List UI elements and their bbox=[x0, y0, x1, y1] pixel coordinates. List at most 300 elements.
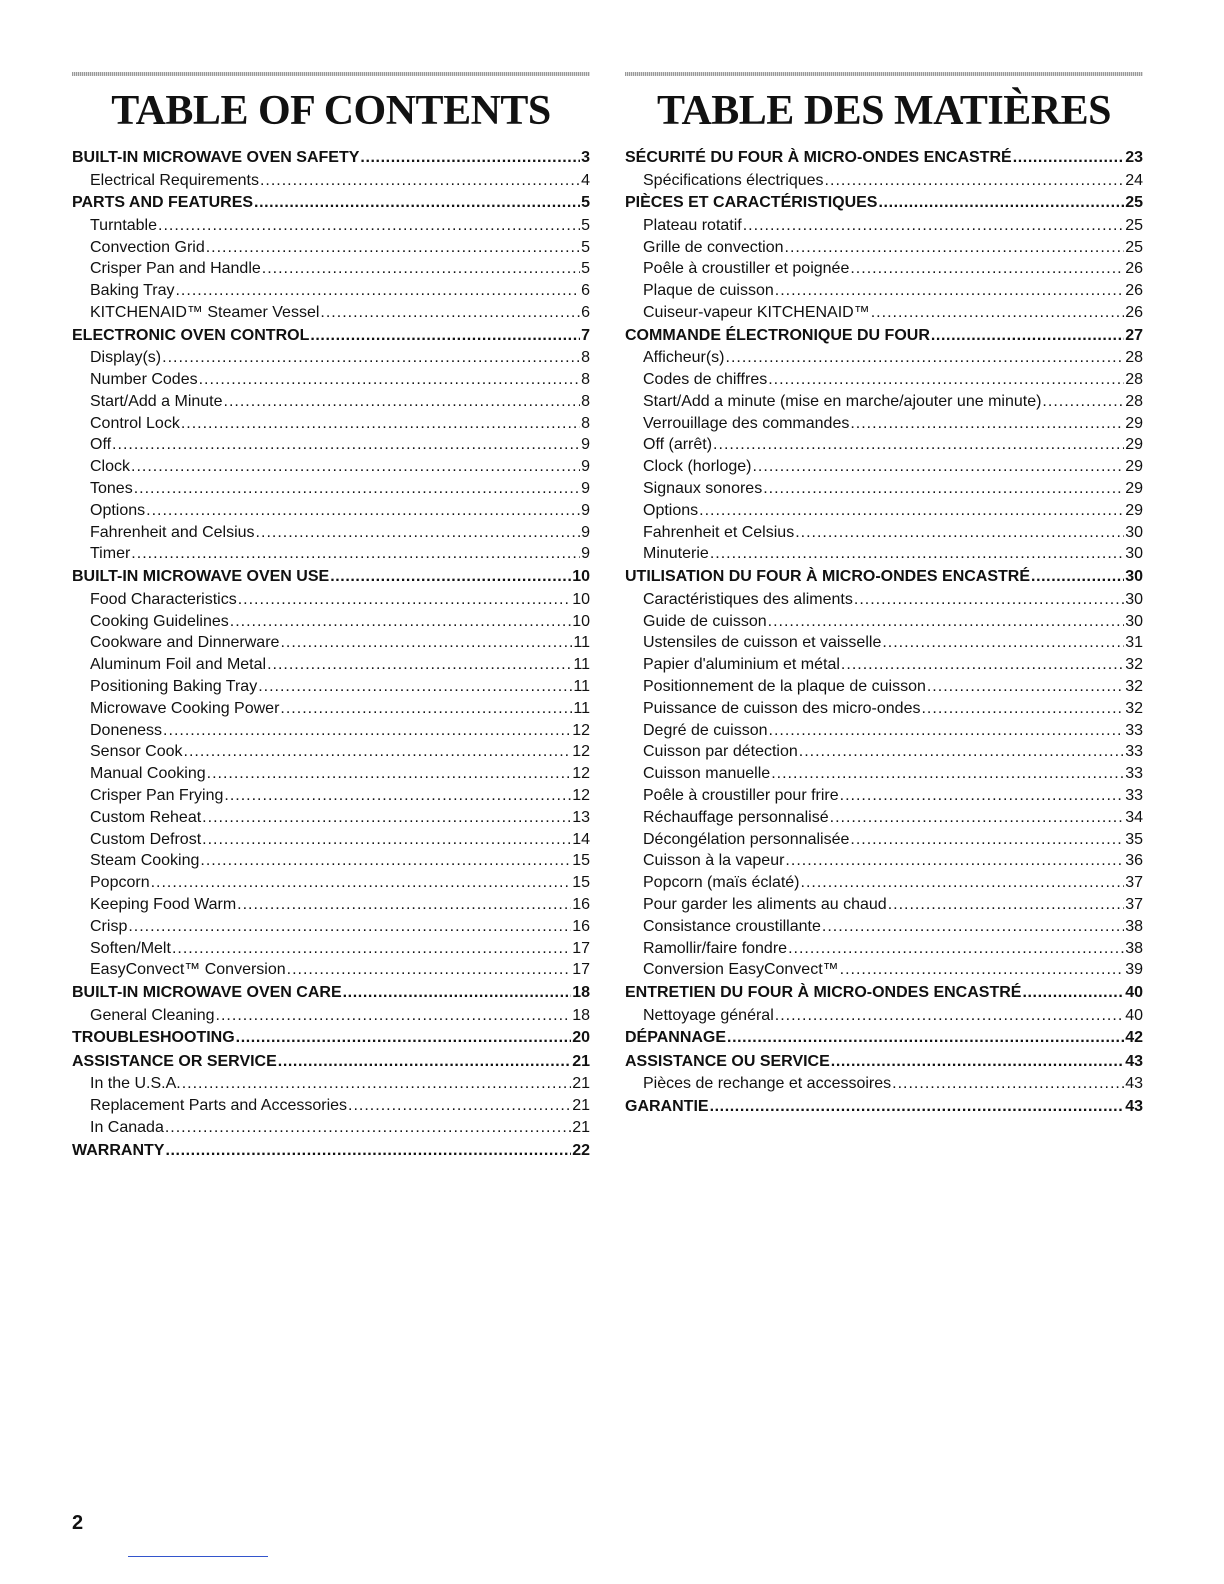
dot-leader bbox=[320, 302, 580, 324]
toc-subsection-entry[interactable] bbox=[625, 785, 1143, 807]
toc-entry-label: Grille de convection bbox=[643, 238, 784, 256]
toc-entry-page: 22 bbox=[572, 1141, 590, 1159]
toc-entry-label: Crisper Pan and Handle bbox=[90, 260, 261, 278]
toc-subsection-entry[interactable] bbox=[625, 258, 1143, 280]
toc-entry-label: Verrouillage des commandes bbox=[643, 414, 850, 432]
toc-entry-page: 32 bbox=[1125, 699, 1143, 717]
toc-entry-label: Degré de cuisson bbox=[643, 721, 768, 739]
dot-leader bbox=[206, 237, 580, 259]
dot-leader bbox=[882, 632, 1124, 654]
toc-subsection-entry[interactable] bbox=[625, 456, 1143, 478]
dot-leader bbox=[840, 785, 1125, 807]
dot-leader bbox=[165, 1139, 571, 1163]
dot-leader bbox=[128, 916, 571, 938]
toc-entry-label: Positioning Baking Tray bbox=[90, 677, 258, 695]
toc-subsection-entry[interactable] bbox=[72, 215, 590, 237]
toc-entry-page: 34 bbox=[1125, 808, 1143, 826]
dot-leader bbox=[771, 763, 1124, 785]
toc-section-entry[interactable] bbox=[625, 324, 1143, 348]
dot-leader bbox=[256, 522, 581, 544]
toc-entry-label: GARANTIE bbox=[625, 1098, 709, 1116]
toc-subsection-entry[interactable] bbox=[72, 938, 590, 960]
toc-entry-page: 21 bbox=[572, 1075, 590, 1093]
toc-entry-label: Steam Cooking bbox=[90, 852, 200, 870]
toc-entry-label: DÉPANNAGE bbox=[625, 1029, 727, 1047]
toc-entry-label: Papier d'aluminium et métal bbox=[643, 656, 840, 674]
toc-subsection-entry[interactable] bbox=[72, 611, 590, 633]
toc-entry-page: 8 bbox=[581, 371, 590, 389]
toc-subsection-entry[interactable] bbox=[72, 872, 590, 894]
toc-subsection-entry[interactable] bbox=[625, 872, 1143, 894]
dot-leader bbox=[743, 215, 1124, 237]
toc-entry-page: 11 bbox=[573, 699, 590, 717]
toc-entry-label: Poêle à croustiller pour frire bbox=[643, 786, 839, 804]
toc-entry-label: Signaux sonores bbox=[643, 480, 763, 498]
toc-subsection-entry[interactable] bbox=[625, 589, 1143, 611]
toc-entry-label: TROUBLESHOOTING bbox=[72, 1029, 235, 1047]
toc-entry-label: EasyConvect™ Conversion bbox=[90, 961, 286, 979]
toc-entry-label: Soften/Melt bbox=[90, 939, 171, 957]
toc-section-entry[interactable] bbox=[625, 981, 1143, 1005]
toc-entry-page: 12 bbox=[572, 743, 590, 761]
toc-entry-page: 32 bbox=[1125, 656, 1143, 674]
toc-subsection-entry[interactable] bbox=[72, 785, 590, 807]
toc-entry-label: Replacement Parts and Accessories bbox=[90, 1097, 348, 1115]
toc-entry-page: 30 bbox=[1125, 590, 1143, 608]
toc-entry-page: 28 bbox=[1125, 392, 1143, 410]
toc-subsection-entry[interactable] bbox=[625, 807, 1143, 829]
toc-entry-page: 27 bbox=[1125, 326, 1143, 344]
toc-entry-label: COMMANDE ÉLECTRONIQUE DU FOUR bbox=[625, 326, 930, 344]
toc-entry-page: 29 bbox=[1125, 480, 1143, 498]
toc-subsection-entry[interactable] bbox=[72, 170, 590, 192]
toc-entry-page: 38 bbox=[1125, 917, 1143, 935]
toc-entry-page: 13 bbox=[572, 808, 590, 826]
toc-entry-label: Positionnement de la plaque de cuisson bbox=[643, 677, 926, 695]
toc-subsection-entry[interactable] bbox=[625, 720, 1143, 742]
toc-subsection-entry[interactable] bbox=[625, 543, 1143, 565]
toc-entry-page: 24 bbox=[1125, 171, 1143, 189]
toc-subsection-entry[interactable] bbox=[72, 1117, 590, 1139]
toc-subsection-entry[interactable] bbox=[625, 959, 1143, 981]
toc-entry-label: Conversion EasyConvect™ bbox=[643, 961, 839, 979]
toc-subsection-entry[interactable] bbox=[625, 676, 1143, 698]
toc-entry-label: Timer bbox=[90, 545, 131, 563]
toc-entry-page: 15 bbox=[572, 874, 590, 892]
toc-subsection-entry[interactable] bbox=[625, 522, 1143, 544]
toc-subsection-entry[interactable] bbox=[625, 215, 1143, 237]
toc-section-entry[interactable] bbox=[72, 565, 590, 589]
toc-section-entry[interactable] bbox=[625, 191, 1143, 215]
toc-subsection-entry[interactable] bbox=[625, 369, 1143, 391]
toc-subsection-entry[interactable] bbox=[72, 807, 590, 829]
toc-entry-label: Doneness bbox=[90, 721, 163, 739]
dot-leader bbox=[181, 413, 580, 435]
toc-entry-label: Afficheur(s) bbox=[643, 349, 725, 367]
toc-entry-page: 21 bbox=[572, 1118, 590, 1136]
toc-entry-page: 11 bbox=[573, 634, 590, 652]
toc-entry-page: 29 bbox=[1125, 458, 1143, 476]
dot-leader bbox=[768, 369, 1124, 391]
toc-entry-page: 40 bbox=[1125, 984, 1143, 1002]
toc-entry-page: 36 bbox=[1125, 852, 1143, 870]
toc-entry-label: Décongélation personnalisée bbox=[643, 830, 850, 848]
toc-entry-label: Manual Cooking bbox=[90, 765, 206, 783]
toc-subsection-entry[interactable] bbox=[625, 611, 1143, 633]
toc-entry-label: Plateau rotatif bbox=[643, 216, 742, 234]
toc-entry-page: 29 bbox=[1125, 414, 1143, 432]
toc-entry-page: 7 bbox=[581, 326, 590, 344]
toc-entry-page: 5 bbox=[581, 260, 590, 278]
toc-entry-page: 10 bbox=[572, 568, 590, 586]
toc-entry-label: Food Characteristics bbox=[90, 590, 237, 608]
dot-leader bbox=[825, 170, 1125, 192]
toc-entry-page: 25 bbox=[1125, 238, 1143, 256]
toc-entry-page: 6 bbox=[581, 282, 590, 300]
toc-entry-page: 9 bbox=[581, 480, 590, 498]
dot-leader bbox=[799, 741, 1124, 763]
toc-entry-label: UTILISATION DU FOUR À MICRO-ONDES ENCASTRÉ bbox=[625, 568, 1031, 586]
toc-entry-page: 33 bbox=[1125, 743, 1143, 761]
dot-leader bbox=[158, 215, 580, 237]
toc-english-column bbox=[72, 72, 590, 1162]
toc-subsection-entry[interactable] bbox=[72, 347, 590, 369]
toc-entry-page: 23 bbox=[1125, 149, 1143, 166]
dot-leader bbox=[146, 500, 580, 522]
dot-leader bbox=[892, 1073, 1124, 1095]
dot-leader bbox=[785, 237, 1125, 259]
toc-entry-label: Start/Add a Minute bbox=[90, 392, 223, 410]
dot-leader bbox=[850, 258, 1124, 280]
dot-leader bbox=[184, 741, 572, 763]
toc-section-entry[interactable] bbox=[72, 146, 590, 170]
toc-entry-page: 5 bbox=[581, 238, 590, 256]
toc-entry-page: 42 bbox=[1125, 1029, 1143, 1047]
toc-section-entry[interactable] bbox=[72, 324, 590, 348]
toc-subsection-entry[interactable] bbox=[72, 500, 590, 522]
dot-leader bbox=[236, 1026, 572, 1050]
toc-entry-page: 6 bbox=[581, 303, 590, 321]
toc-subsection-entry[interactable] bbox=[625, 829, 1143, 851]
toc-subsection-entry[interactable] bbox=[72, 543, 590, 565]
toc-entry-page: 28 bbox=[1125, 349, 1143, 367]
dot-leader bbox=[267, 654, 572, 676]
toc-entry-label: Convection Grid bbox=[90, 238, 205, 256]
toc-subsection-entry[interactable] bbox=[625, 654, 1143, 676]
toc-entry-label: Cuisson à la vapeur bbox=[643, 852, 785, 870]
toc-subsection-entry[interactable] bbox=[72, 258, 590, 280]
toc-subsection-entry[interactable] bbox=[72, 1095, 590, 1117]
toc-entry-page: 9 bbox=[581, 523, 590, 541]
toc-subsection-entry[interactable] bbox=[625, 894, 1143, 916]
toc-entry-page: 37 bbox=[1125, 874, 1143, 892]
toc-entry-page: 5 bbox=[581, 216, 590, 234]
dot-leader bbox=[710, 1095, 1125, 1119]
toc-entry-label: SÉCURITÉ DU FOUR À MICRO-ONDES ENCASTRÉ bbox=[625, 149, 1012, 166]
dot-leader bbox=[163, 720, 571, 742]
toc-subsection-entry[interactable] bbox=[72, 237, 590, 259]
toc-subsection-entry[interactable] bbox=[72, 850, 590, 872]
toc-french-column bbox=[625, 72, 1143, 1119]
toc-entry-page: 16 bbox=[572, 917, 590, 935]
toc-entry-page: 16 bbox=[572, 895, 590, 913]
toc-entry-label: Control Lock bbox=[90, 414, 180, 432]
toc-subsection-entry[interactable] bbox=[72, 589, 590, 611]
dot-leader bbox=[182, 1073, 571, 1095]
toc-entry-label: Nettoyage général bbox=[643, 1006, 774, 1024]
toc-entry-page: 18 bbox=[572, 1006, 590, 1024]
toc-title-french: TABLE DES MATIÈRES bbox=[657, 88, 1111, 134]
toc-section-entry[interactable] bbox=[72, 1139, 590, 1163]
toc-list-english bbox=[72, 146, 590, 1162]
toc-entry-label: Spécifications électriques bbox=[643, 171, 824, 189]
toc-subsection-entry[interactable] bbox=[72, 478, 590, 500]
toc-subsection-entry[interactable] bbox=[72, 302, 590, 324]
toc-entry-label: Electrical Requirements bbox=[90, 171, 259, 189]
toc-entry-label: BUILT-IN MICROWAVE OVEN USE bbox=[72, 568, 330, 586]
dot-leader bbox=[280, 632, 572, 654]
dot-leader bbox=[840, 959, 1125, 981]
toc-entry-label: PIÈCES ET CARACTÉRISTIQUES bbox=[625, 194, 878, 212]
dot-leader bbox=[1022, 981, 1124, 1005]
toc-entry-label: Aluminum Foil and Metal bbox=[90, 656, 267, 674]
toc-subsection-entry[interactable] bbox=[72, 698, 590, 720]
toc-subsection-entry[interactable] bbox=[625, 434, 1143, 456]
toc-subsection-entry[interactable] bbox=[72, 456, 590, 478]
toc-entry-page: 8 bbox=[581, 349, 590, 367]
dot-leader bbox=[775, 280, 1124, 302]
toc-entry-label: Custom Reheat bbox=[90, 808, 202, 826]
toc-subsection-entry[interactable] bbox=[72, 391, 590, 413]
toc-entry-label: Consistance croustillante bbox=[643, 917, 821, 935]
toc-entry-label: BUILT-IN MICROWAVE OVEN CARE bbox=[72, 984, 342, 1002]
toc-entry-label: Start/Add a minute (mise en marche/ajouter une minute) bbox=[643, 392, 1042, 410]
toc-entry-page: 12 bbox=[572, 721, 590, 739]
toc-subsection-entry[interactable] bbox=[625, 763, 1143, 785]
dot-leader bbox=[360, 146, 580, 170]
toc-entry-label: Off bbox=[90, 436, 112, 454]
toc-subsection-entry[interactable] bbox=[625, 347, 1143, 369]
toc-entry-label: ELECTRONIC OVEN CONTROL bbox=[72, 326, 310, 344]
dot-leader bbox=[699, 500, 1124, 522]
toc-entry-page: 20 bbox=[572, 1029, 590, 1047]
dot-leader bbox=[287, 959, 572, 981]
toc-subsection-entry[interactable] bbox=[72, 654, 590, 676]
dot-leader bbox=[230, 611, 571, 633]
dot-leader bbox=[238, 589, 571, 611]
footer-line bbox=[128, 1556, 268, 1557]
dot-leader bbox=[260, 170, 580, 192]
dot-leader bbox=[237, 894, 571, 916]
dot-leader bbox=[343, 981, 572, 1005]
dot-leader bbox=[775, 1005, 1124, 1027]
toc-entry-label: Tones bbox=[90, 480, 133, 498]
toc-entry-label: Fahrenheit et Celsius bbox=[643, 523, 795, 541]
toc-subsection-entry[interactable] bbox=[72, 741, 590, 763]
toc-entry-label: Guide de cuisson bbox=[643, 612, 767, 630]
toc-subsection-entry[interactable] bbox=[625, 237, 1143, 259]
toc-entry-page: 25 bbox=[1125, 194, 1143, 212]
toc-subsection-entry[interactable] bbox=[72, 959, 590, 981]
toc-subsection-entry[interactable] bbox=[72, 676, 590, 698]
toc-entry-label: Pièces de rechange et accessoires bbox=[643, 1075, 892, 1093]
toc-subsection-entry[interactable] bbox=[625, 938, 1143, 960]
toc-entry-page: 18 bbox=[572, 984, 590, 1002]
toc-subsection-entry[interactable] bbox=[72, 916, 590, 938]
dot-leader bbox=[165, 1117, 571, 1139]
toc-entry-label: In Canada bbox=[90, 1118, 164, 1136]
toc-entry-page: 17 bbox=[572, 939, 590, 957]
toc-subsection-entry[interactable] bbox=[72, 1073, 590, 1095]
toc-subsection-entry[interactable] bbox=[72, 829, 590, 851]
dot-leader bbox=[224, 391, 581, 413]
dot-leader bbox=[199, 369, 580, 391]
dot-leader bbox=[931, 324, 1124, 348]
toc-section-entry[interactable] bbox=[625, 146, 1143, 170]
toc-entry-page: 3 bbox=[581, 149, 590, 166]
toc-subsection-entry[interactable] bbox=[72, 894, 590, 916]
toc-entry-page: 9 bbox=[581, 458, 590, 476]
toc-subsection-entry[interactable] bbox=[625, 280, 1143, 302]
toc-entry-label: BUILT-IN MICROWAVE OVEN SAFETY bbox=[72, 149, 360, 166]
toc-entry-page: 30 bbox=[1125, 523, 1143, 541]
dot-leader bbox=[888, 894, 1125, 916]
toc-section-entry[interactable] bbox=[72, 981, 590, 1005]
dot-leader bbox=[927, 676, 1124, 698]
toc-entry-page: 9 bbox=[581, 501, 590, 519]
toc-subsection-entry[interactable] bbox=[72, 720, 590, 742]
dot-leader bbox=[831, 1050, 1124, 1074]
dot-leader bbox=[134, 478, 580, 500]
dot-leader bbox=[175, 280, 580, 302]
toc-subsection-entry[interactable] bbox=[625, 170, 1143, 192]
toc-subsection-entry[interactable] bbox=[625, 1005, 1143, 1027]
toc-entry-page: 39 bbox=[1125, 961, 1143, 979]
toc-subsection-entry[interactable] bbox=[625, 302, 1143, 324]
toc-list-french bbox=[625, 146, 1143, 1119]
dot-leader bbox=[258, 676, 572, 698]
toc-entry-label: Plaque de cuisson bbox=[643, 282, 774, 300]
toc-entry-label: General Cleaning bbox=[90, 1006, 215, 1024]
toc-entry-label: KITCHENAID™ Steamer Vessel bbox=[90, 303, 320, 321]
toc-entry-page: 29 bbox=[1125, 436, 1143, 454]
toc-entry-label: Ustensiles de cuisson et vaisselle bbox=[643, 634, 882, 652]
dot-leader bbox=[801, 872, 1125, 894]
toc-subsection-entry[interactable] bbox=[72, 522, 590, 544]
toc-subsection-entry[interactable] bbox=[72, 632, 590, 654]
toc-entry-page: 14 bbox=[572, 830, 590, 848]
dot-leader bbox=[841, 654, 1124, 676]
toc-section-entry[interactable] bbox=[625, 1026, 1143, 1050]
dot-leader bbox=[785, 850, 1124, 872]
toc-entry-page: 30 bbox=[1125, 545, 1143, 563]
toc-entry-label: Display(s) bbox=[90, 349, 162, 367]
toc-subsection-entry[interactable] bbox=[72, 369, 590, 391]
dot-leader bbox=[768, 611, 1125, 633]
toc-entry-page: 9 bbox=[581, 545, 590, 563]
toc-entry-label: Popcorn (maïs éclaté) bbox=[643, 874, 800, 892]
toc-entry-page: 35 bbox=[1125, 830, 1143, 848]
dot-leader bbox=[1031, 565, 1124, 589]
toc-entry-label: Custom Defrost bbox=[90, 830, 202, 848]
dot-leader bbox=[795, 522, 1124, 544]
dot-leader bbox=[850, 413, 1124, 435]
toc-entry-label: Cuiseur-vapeur KITCHENAID™ bbox=[643, 303, 870, 321]
toc-entry-label: Options bbox=[643, 501, 699, 519]
dot-leader bbox=[112, 434, 580, 456]
toc-entry-label: Caractéristiques des aliments bbox=[643, 590, 853, 608]
toc-section-entry[interactable] bbox=[72, 1050, 590, 1074]
dot-leader bbox=[878, 191, 1124, 215]
toc-entry-label: Cooking Guidelines bbox=[90, 612, 229, 630]
toc-subsection-entry[interactable] bbox=[625, 916, 1143, 938]
toc-subsection-entry[interactable] bbox=[625, 391, 1143, 413]
toc-subsection-entry[interactable] bbox=[625, 741, 1143, 763]
dot-leader bbox=[710, 543, 1124, 565]
dot-leader bbox=[830, 807, 1125, 829]
toc-subsection-entry[interactable] bbox=[625, 632, 1143, 654]
toc-entry-label: Clock (horloge) bbox=[643, 458, 752, 476]
toc-entry-label: ASSISTANCE OU SERVICE bbox=[625, 1052, 830, 1070]
toc-entry-page: 37 bbox=[1125, 895, 1143, 913]
toc-section-entry[interactable] bbox=[625, 1050, 1143, 1074]
toc-subsection-entry[interactable] bbox=[72, 280, 590, 302]
toc-subsection-entry[interactable] bbox=[625, 698, 1143, 720]
dot-leader bbox=[713, 434, 1124, 456]
toc-section-entry[interactable] bbox=[625, 565, 1143, 589]
dot-leader bbox=[162, 347, 580, 369]
toc-subsection-entry[interactable] bbox=[625, 1073, 1143, 1095]
toc-section-entry[interactable] bbox=[72, 191, 590, 215]
toc-entry-label: Fahrenheit and Celsius bbox=[90, 523, 255, 541]
dot-leader bbox=[348, 1095, 571, 1117]
toc-entry-label: Microwave Cooking Power bbox=[90, 699, 280, 717]
toc-entry-page: 26 bbox=[1125, 282, 1143, 300]
toc-entry-label: Cookware and Dinnerware bbox=[90, 634, 280, 652]
toc-entry-label: Crisp bbox=[90, 917, 128, 935]
toc-subsection-entry[interactable] bbox=[625, 850, 1143, 872]
toc-entry-label: Puissance de cuisson des micro-ondes bbox=[643, 699, 921, 717]
toc-entry-page: 33 bbox=[1125, 721, 1143, 739]
top-rule bbox=[625, 72, 1143, 76]
toc-subsection-entry[interactable] bbox=[72, 434, 590, 456]
toc-section-entry[interactable] bbox=[625, 1095, 1143, 1119]
dot-leader bbox=[726, 347, 1125, 369]
toc-entry-label: WARRANTY bbox=[72, 1141, 165, 1159]
toc-subsection-entry[interactable] bbox=[625, 413, 1143, 435]
dot-leader bbox=[207, 763, 572, 785]
toc-subsection-entry[interactable] bbox=[72, 1005, 590, 1027]
dot-leader bbox=[822, 916, 1124, 938]
toc-entry-page: 26 bbox=[1125, 303, 1143, 321]
toc-subsection-entry[interactable] bbox=[625, 478, 1143, 500]
toc-entry-page: 43 bbox=[1125, 1098, 1143, 1116]
toc-entry-page: 38 bbox=[1125, 939, 1143, 957]
toc-subsection-entry[interactable] bbox=[72, 763, 590, 785]
dot-leader bbox=[871, 302, 1124, 324]
toc-entry-page: 28 bbox=[1125, 371, 1143, 389]
dot-leader bbox=[310, 324, 580, 348]
top-rule bbox=[72, 72, 590, 76]
toc-entry-label: Minuterie bbox=[643, 545, 709, 563]
toc-subsection-entry[interactable] bbox=[72, 413, 590, 435]
toc-entry-page: 17 bbox=[572, 961, 590, 979]
toc-section-entry[interactable] bbox=[72, 1026, 590, 1050]
toc-entry-label: Popcorn bbox=[90, 874, 150, 892]
toc-subsection-entry[interactable] bbox=[625, 500, 1143, 522]
dot-leader bbox=[224, 785, 571, 807]
toc-entry-label: ASSISTANCE OR SERVICE bbox=[72, 1052, 277, 1070]
